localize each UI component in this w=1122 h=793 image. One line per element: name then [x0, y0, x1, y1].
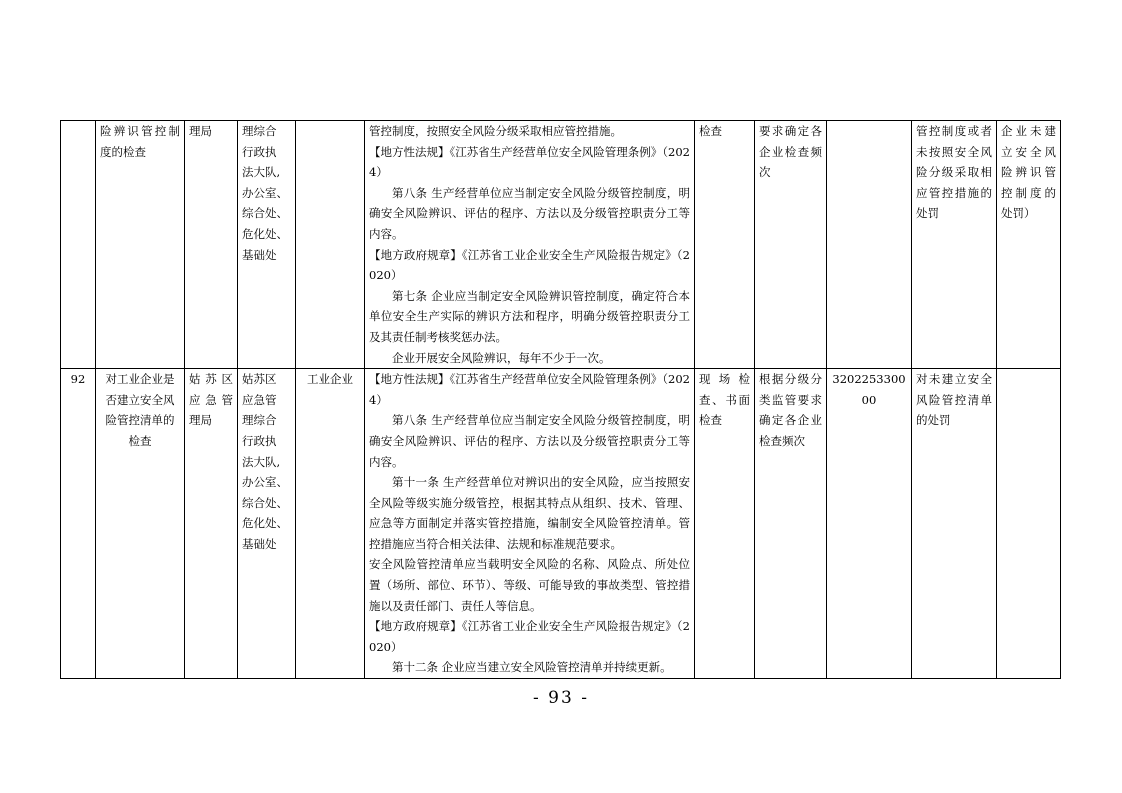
inspection-object	[296, 121, 365, 369]
basis-paragraph: 第八条 生产经营单位应当制定安全风险分级管控制度，明确安全风险辨识、评估的程序、方法以及分级管控职责分工等内容。	[369, 413, 690, 469]
office-line: 行政执	[242, 433, 277, 448]
basis-paragraph: 【地方政府规章】《江苏省工业企业安全生产风险报告规定》（2020）	[369, 247, 690, 283]
office-line: 办公室、	[242, 475, 288, 490]
office-line: 法大队,	[242, 165, 281, 180]
inspection-method: 现场检查、书面检查	[695, 369, 755, 679]
office-line: 综合处、	[242, 495, 288, 510]
item-code: 320225330000	[827, 369, 912, 679]
legal-basis	[365, 121, 695, 369]
row-number: 92	[61, 369, 96, 679]
basis-paragraph: 企业开展安全风险辨识，每年不少于一次。	[392, 350, 611, 365]
office-line: 行政执	[242, 144, 277, 159]
related-penalty: 对未建立安全风险管控清单的处罚	[912, 369, 997, 679]
office-line: 理综合	[242, 413, 277, 428]
office-line: 办公室、	[242, 185, 288, 200]
office-line: 危化处、	[242, 226, 288, 241]
basis-paragraph: 管控制度，按照安全风险分级采取相应管控措施。	[369, 124, 622, 138]
inspection-method: 检查	[695, 121, 755, 369]
item-code	[827, 121, 912, 369]
inspection-frequency: 要求确定各企业检查频次	[755, 121, 827, 369]
office-line: 姑苏区	[242, 372, 277, 387]
inspection-frequency: 根据分级分类监管要求确定各企业检查频次	[755, 369, 827, 679]
row-number	[61, 121, 96, 369]
basis-paragraph: 【地方性法规】《江苏省生产经营单位安全风险管理条例》（2024）	[369, 144, 690, 180]
basis-paragraph: 第八条 生产经营单位应当制定安全风险分级管控制度，明确安全风险辨识、评估的程序、方法以及分级管控职责分工等内容。	[369, 185, 690, 241]
inspection-object: 工业企业	[296, 369, 365, 679]
regulation-table	[60, 120, 1061, 679]
basis-paragraph: 安全风险管控清单应当载明安全风险的名称、风险点、所处位置（场所、部位、环节）、等级、可能导致的事故类型、管控措施以及责任部门、责任人等信息。	[369, 557, 690, 613]
office-line: 基础处	[242, 247, 277, 262]
remark: 企业未建立安全风险辨识管控制度的处罚）	[997, 121, 1061, 369]
office-line: 法大队,	[242, 454, 281, 469]
basis-paragraph: 第七条 企业应当制定安全风险辨识管控制度，确定符合本单位安全生产实际的辨识方法和程序，明确分级管控职责分工及其责任制考核奖惩办法。	[369, 288, 690, 344]
basis-paragraph: 【地方性法规】《江苏省生产经营单位安全风险管理条例》（2024）	[369, 372, 690, 407]
remark	[997, 369, 1061, 679]
legal-basis	[365, 369, 695, 679]
office-line: 危化处、	[242, 516, 288, 531]
office-line: 综合处、	[242, 206, 288, 221]
table-row	[61, 369, 1061, 679]
inspection-item: 险辨识管控制度的检查	[96, 121, 185, 369]
office-line: 应急管	[242, 392, 277, 407]
office-list	[238, 369, 296, 679]
page-number: - 93 -	[533, 688, 589, 708]
office-line: 理综合	[242, 124, 277, 138]
office-list	[238, 121, 296, 369]
basis-paragraph: 第十一条 生产经营单位对辨识出的安全风险，应当按照安全风险等级实施分级管控，根据其特点从组织、技术、管理、应急等方面制定并落实管控措施，编制安全风险管控清单。管控措施应当符合相关法律、法规和标准规范要求。	[369, 475, 690, 551]
office-line: 基础处	[242, 536, 277, 551]
basis-paragraph: 【地方政府规章】《江苏省工业企业安全生产风险报告规定》（2020）	[369, 619, 690, 654]
related-penalty: 管控制度或者未按照安全风险分级采取相应管控措施的处罚	[912, 121, 997, 369]
department: 姑苏区应急管理局	[185, 369, 238, 679]
basis-paragraph: 第十二条 企业应当建立安全风险管控清单并持续更新。	[392, 660, 672, 675]
inspection-item: 对工业企业是否建立安全风险管控清单的检查	[96, 369, 185, 679]
department: 理局	[185, 121, 238, 369]
table-row	[61, 121, 1061, 369]
